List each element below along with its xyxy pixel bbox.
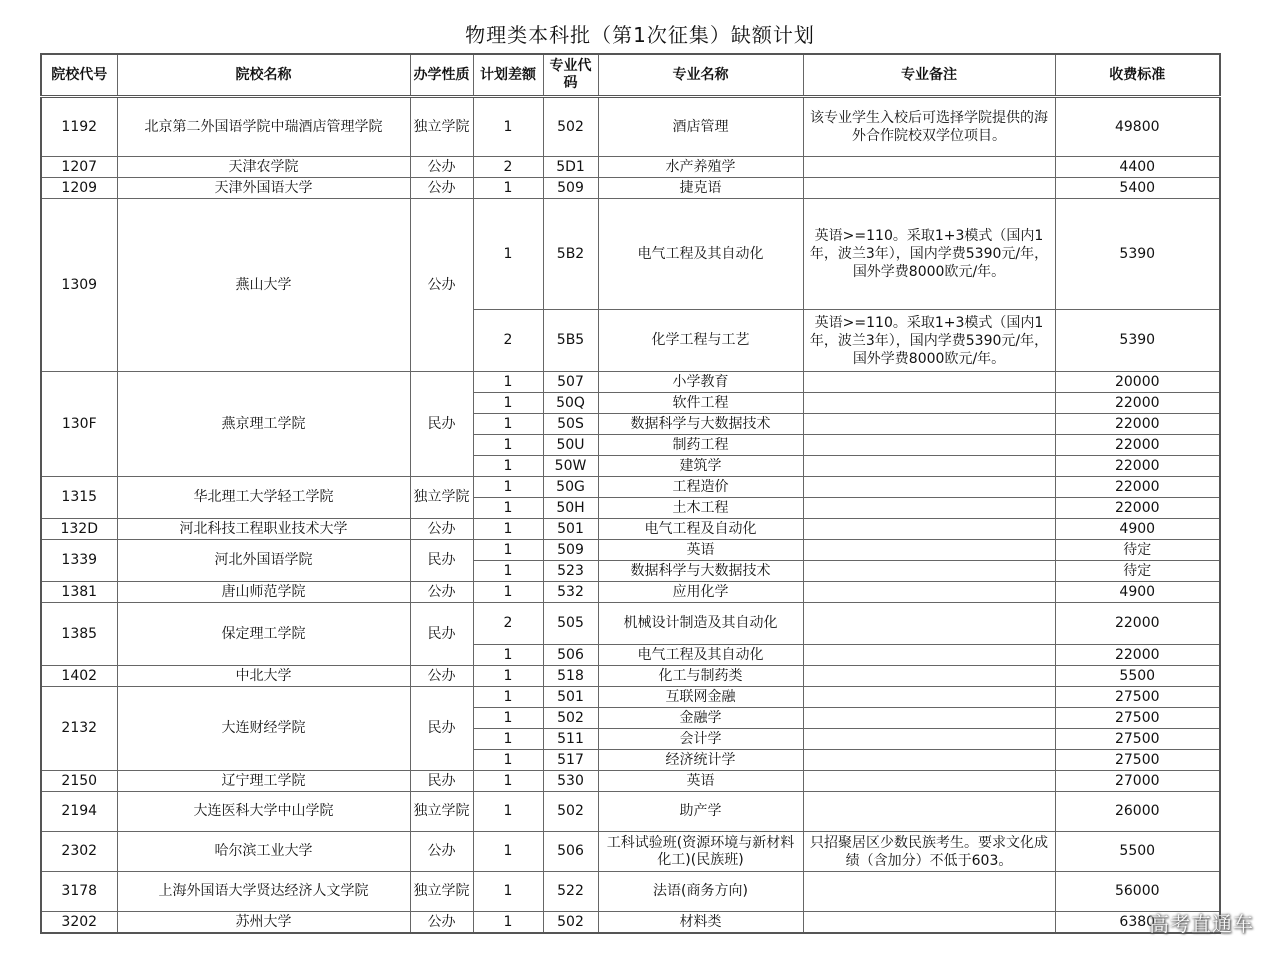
fee-cell: 22000 [1055,393,1220,414]
major-code-cell: 506 [543,832,598,872]
major-name-cell: 电气工程及其自动化 [598,199,803,310]
fee-cell: 27000 [1055,771,1220,792]
school-code-cell: 1381 [41,582,117,603]
major-name-cell: 法语(商务方向) [598,872,803,912]
quota-cell: 1 [473,687,543,708]
quota-cell: 1 [473,708,543,729]
school-code-cell: 2150 [41,771,117,792]
school-code-cell: 1209 [41,178,117,199]
school-code-cell: 1309 [41,199,117,372]
school-type-cell: 民办 [410,771,473,792]
school-type-cell: 公办 [410,666,473,687]
fee-cell: 22000 [1055,456,1220,477]
table-row [41,178,1220,199]
fee-cell: 27500 [1055,708,1220,729]
table-row [41,603,1220,645]
major-name-cell: 小学教育 [598,372,803,393]
school-code-cell: 1192 [41,97,117,157]
quota-cell: 1 [473,771,543,792]
school-code-cell: 130F [41,372,117,477]
table-row [41,477,1220,498]
school-name-cell: 华北理工大学轻工学院 [117,477,410,519]
school-code-cell: 2132 [41,687,117,771]
major-code-cell: 532 [543,582,598,603]
header-major-code: 专业代码 [543,54,598,97]
major-name-cell: 水产养殖学 [598,157,803,178]
table-row [41,372,1220,393]
quota-cell: 1 [473,97,543,157]
major-code-cell: 502 [543,97,598,157]
table-row [41,792,1220,832]
major-note-cell [803,157,1055,178]
fee-cell: 5390 [1055,310,1220,372]
major-name-cell: 应用化学 [598,582,803,603]
major-note-cell [803,561,1055,582]
major-code-cell: 509 [543,178,598,199]
school-code-cell: 2302 [41,832,117,872]
major-note-cell [803,771,1055,792]
school-type-cell: 公办 [410,519,473,540]
school-name-cell: 辽宁理工学院 [117,771,410,792]
major-name-cell: 工科试验班(资源环境与新材料化工)(民族班) [598,832,803,872]
quota-cell: 1 [473,912,543,934]
major-note-cell [803,178,1055,199]
major-name-cell: 化学工程与工艺 [598,310,803,372]
header-school-code: 院校代号 [41,54,117,97]
major-name-cell: 酒店管理 [598,97,803,157]
major-name-cell: 工程造价 [598,477,803,498]
school-name-cell: 中北大学 [117,666,410,687]
major-name-cell: 土木工程 [598,498,803,519]
school-name-cell: 燕山大学 [117,199,410,372]
major-note-cell [803,498,1055,519]
major-note-cell [803,708,1055,729]
school-name-cell: 燕京理工学院 [117,372,410,477]
quota-cell: 1 [473,372,543,393]
quota-cell: 2 [473,157,543,178]
school-type-cell: 公办 [410,157,473,178]
fee-cell: 22000 [1055,414,1220,435]
major-note-cell: 只招聚居区少数民族考生。要求文化成绩（含加分）不低于603。 [803,832,1055,872]
table-row [41,582,1220,603]
major-note-cell [803,393,1055,414]
quota-plan-table [40,53,1221,934]
school-code-cell: 1402 [41,666,117,687]
major-name-cell: 英语 [598,771,803,792]
school-name-cell: 天津外国语大学 [117,178,410,199]
school-type-cell: 独立学院 [410,97,473,157]
school-type-cell: 民办 [410,372,473,477]
quota-cell: 1 [473,435,543,456]
quota-cell: 1 [473,582,543,603]
table-row [41,912,1220,934]
major-code-cell: 507 [543,372,598,393]
school-name-cell: 上海外国语大学贤达经济人文学院 [117,872,410,912]
school-code-cell: 3178 [41,872,117,912]
major-code-cell: 502 [543,708,598,729]
school-code-cell: 1385 [41,603,117,666]
table-row [41,157,1220,178]
school-code-cell: 2194 [41,792,117,832]
major-code-cell: 50S [543,414,598,435]
quota-cell: 2 [473,310,543,372]
major-code-cell: 506 [543,645,598,666]
school-code-cell: 3202 [41,912,117,934]
school-type-cell: 公办 [410,582,473,603]
school-type-cell: 民办 [410,540,473,582]
major-code-cell: 50G [543,477,598,498]
quota-cell: 1 [473,414,543,435]
major-note-cell [803,456,1055,477]
school-code-cell: 1207 [41,157,117,178]
school-code-cell: 1339 [41,540,117,582]
quota-cell: 1 [473,498,543,519]
major-name-cell: 软件工程 [598,393,803,414]
major-note-cell [803,435,1055,456]
quota-cell: 2 [473,603,543,645]
major-code-cell: 501 [543,687,598,708]
major-code-cell: 522 [543,872,598,912]
major-code-cell: 501 [543,519,598,540]
table-row [41,199,1220,310]
fee-cell: 26000 [1055,792,1220,832]
school-name-cell: 哈尔滨工业大学 [117,832,410,872]
quota-cell: 1 [473,519,543,540]
major-name-cell: 数据科学与大数据技术 [598,414,803,435]
major-name-cell: 机械设计制造及其自动化 [598,603,803,645]
major-code-cell: 50U [543,435,598,456]
major-name-cell: 助产学 [598,792,803,832]
major-note-cell: 英语>=110。采取1+3模式（国内1年，波兰3年），国内学费5390元/年，国外学费8000欧元/年。 [803,310,1055,372]
header-fee: 收费标准 [1055,54,1220,97]
fee-cell: 4400 [1055,157,1220,178]
major-code-cell: 50Q [543,393,598,414]
school-type-cell: 公办 [410,912,473,934]
major-code-cell: 509 [543,540,598,561]
table-row [41,519,1220,540]
school-type-cell: 公办 [410,832,473,872]
school-name-cell: 保定理工学院 [117,603,410,666]
school-name-cell: 苏州大学 [117,912,410,934]
table-body [41,97,1220,934]
major-name-cell: 捷克语 [598,178,803,199]
fee-cell: 6380 [1055,912,1220,934]
fee-cell: 22000 [1055,498,1220,519]
school-code-cell: 132D [41,519,117,540]
major-code-cell: 518 [543,666,598,687]
school-type-cell: 独立学院 [410,477,473,519]
quota-cell: 1 [473,729,543,750]
major-code-cell: 5B5 [543,310,598,372]
fee-cell: 27500 [1055,750,1220,771]
page-title: 物理类本科批（第1次征集）缺额计划 [465,23,815,47]
major-name-cell: 材料类 [598,912,803,934]
major-code-cell: 523 [543,561,598,582]
school-name-cell: 天津农学院 [117,157,410,178]
fee-cell: 49800 [1055,97,1220,157]
quota-cell: 1 [473,178,543,199]
major-name-cell: 化工与制药类 [598,666,803,687]
school-name-cell: 大连医科大学中山学院 [117,792,410,832]
fee-cell: 22000 [1055,477,1220,498]
fee-cell: 5500 [1055,832,1220,872]
fee-cell: 4900 [1055,582,1220,603]
school-name-cell: 大连财经学院 [117,687,410,771]
major-code-cell: 50W [543,456,598,477]
fee-cell: 5400 [1055,178,1220,199]
major-code-cell: 505 [543,603,598,645]
major-name-cell: 电气工程及自动化 [598,519,803,540]
school-type-cell: 民办 [410,687,473,771]
quota-cell: 1 [473,750,543,771]
header-major-name: 专业名称 [598,54,803,97]
school-type-cell: 公办 [410,199,473,372]
school-type-cell: 独立学院 [410,872,473,912]
major-note-cell [803,872,1055,912]
header-school-name: 院校名称 [117,54,410,97]
major-note-cell [803,792,1055,832]
fee-cell: 22000 [1055,435,1220,456]
fee-cell: 5390 [1055,199,1220,310]
major-note-cell [803,540,1055,561]
table-header-row [41,54,1220,97]
quota-cell: 1 [473,199,543,310]
major-note-cell [803,666,1055,687]
quota-cell: 1 [473,792,543,832]
table-row [41,872,1220,912]
major-name-cell: 会计学 [598,729,803,750]
major-name-cell: 建筑学 [598,456,803,477]
major-note-cell [803,687,1055,708]
quota-cell: 1 [473,561,543,582]
table-row [41,687,1220,708]
major-note-cell [803,414,1055,435]
fee-cell: 22000 [1055,603,1220,645]
watermark: 高考直通车 [1149,912,1254,936]
major-note-cell: 该专业学生入校后可选择学院提供的海外合作院校双学位项目。 [803,97,1055,157]
major-note-cell [803,477,1055,498]
major-name-cell: 经济统计学 [598,750,803,771]
quota-cell: 1 [473,872,543,912]
header-major-note: 专业备注 [803,54,1055,97]
school-code-cell: 1315 [41,477,117,519]
table-row [41,771,1220,792]
quota-cell: 1 [473,540,543,561]
major-code-cell: 517 [543,750,598,771]
major-code-cell: 511 [543,729,598,750]
major-name-cell: 互联网金融 [598,687,803,708]
major-code-cell: 502 [543,912,598,934]
major-code-cell: 5B2 [543,199,598,310]
school-name-cell: 北京第二外国语学院中瑞酒店管理学院 [117,97,410,157]
major-note-cell [803,372,1055,393]
major-name-cell: 数据科学与大数据技术 [598,561,803,582]
fee-cell: 27500 [1055,687,1220,708]
quota-cell: 1 [473,456,543,477]
major-note-cell [803,645,1055,666]
major-note-cell [803,729,1055,750]
quota-cell: 1 [473,477,543,498]
major-note-cell [803,750,1055,771]
fee-cell: 待定 [1055,561,1220,582]
quota-cell: 1 [473,645,543,666]
header-school-type: 办学性质 [410,54,473,97]
table-row [41,832,1220,872]
table-row [41,666,1220,687]
school-type-cell: 独立学院 [410,792,473,832]
fee-cell: 27500 [1055,729,1220,750]
major-name-cell: 制药工程 [598,435,803,456]
school-name-cell: 河北科技工程职业技术大学 [117,519,410,540]
major-name-cell: 电气工程及其自动化 [598,645,803,666]
quota-cell: 1 [473,832,543,872]
major-note-cell [803,519,1055,540]
fee-cell: 20000 [1055,372,1220,393]
school-type-cell: 民办 [410,603,473,666]
header-quota: 计划差额 [473,54,543,97]
major-note-cell: 英语>=110。采取1+3模式（国内1年，波兰3年），国内学费5390元/年，国外学费8000欧元/年。 [803,199,1055,310]
fee-cell: 待定 [1055,540,1220,561]
fee-cell: 5500 [1055,666,1220,687]
quota-cell: 1 [473,666,543,687]
major-note-cell [803,603,1055,645]
major-name-cell: 英语 [598,540,803,561]
major-code-cell: 50H [543,498,598,519]
school-name-cell: 唐山师范学院 [117,582,410,603]
fee-cell: 56000 [1055,872,1220,912]
major-note-cell [803,912,1055,934]
major-code-cell: 502 [543,792,598,832]
major-note-cell [803,582,1055,603]
fee-cell: 4900 [1055,519,1220,540]
quota-cell: 1 [473,393,543,414]
major-code-cell: 530 [543,771,598,792]
school-name-cell: 河北外国语学院 [117,540,410,582]
major-code-cell: 5D1 [543,157,598,178]
fee-cell: 22000 [1055,645,1220,666]
table-row [41,97,1220,157]
school-type-cell: 公办 [410,178,473,199]
table-row [41,540,1220,561]
major-name-cell: 金融学 [598,708,803,729]
